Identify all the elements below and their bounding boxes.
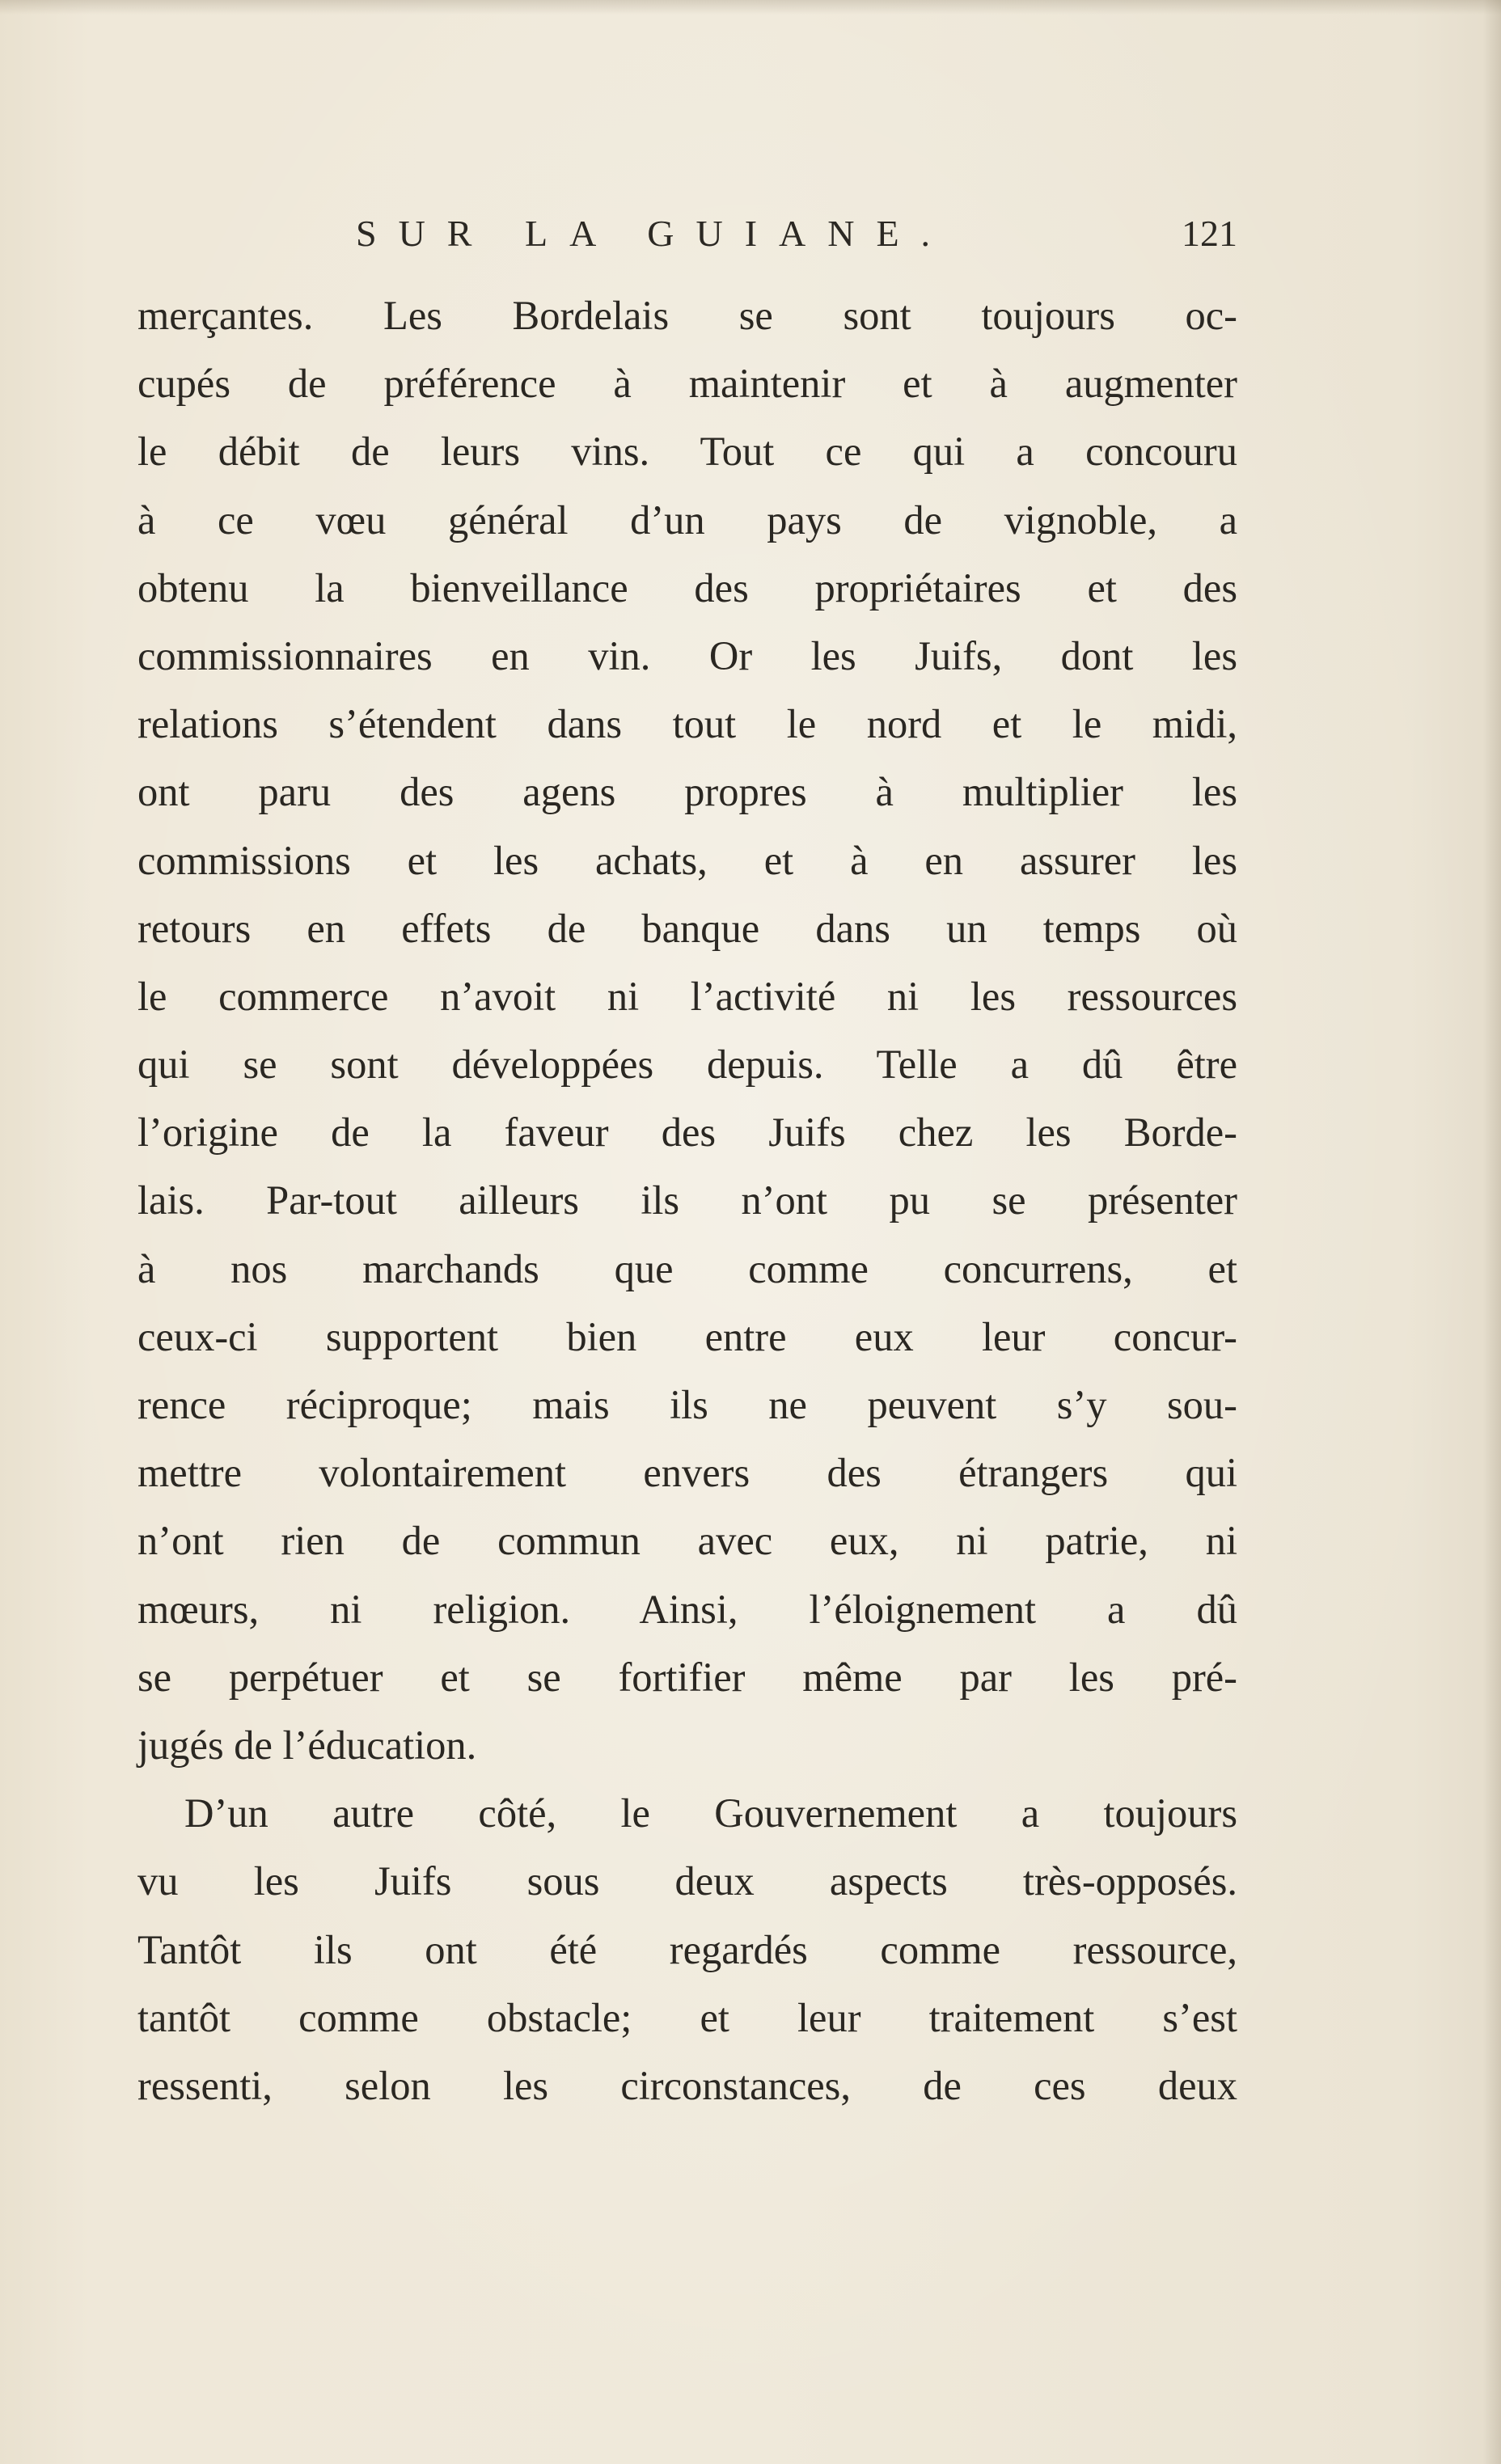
text-line: le commerce n’avoit ni l’activité ni les ressources <box>137 973 1237 1019</box>
body-text <box>137 281 1237 2120</box>
running-head: SUR LA GUIANE. <box>356 213 953 254</box>
page-top-shadow <box>0 0 1501 15</box>
text-line: obtenu la bienveillance des propriétaires et des <box>137 564 1237 611</box>
text-line: ont paru des agens propres à multiplier les <box>137 769 1237 815</box>
text-line: merçantes. Les Bordelais se sont toujours oc- <box>137 293 1237 338</box>
text-line: qui se sont développées depuis. Telle a dû être <box>137 1042 1237 1088</box>
text-line: relations s’étendent dans tout le nord et le midi, <box>137 701 1237 747</box>
text-line: D’un autre côté, le Gouvernement a toujours <box>184 1790 1237 1836</box>
text-line: l’origine de la faveur des Juifs chez les Borde- <box>137 1109 1237 1156</box>
text-line: commissionnaires en vin. Or les Juifs, dont les <box>137 632 1237 678</box>
text-line: vu les Juifs sous deux aspects très-opposés. <box>137 1858 1237 1904</box>
text-line: mœurs, ni religion. Ainsi, l’éloignement a dû <box>137 1586 1237 1632</box>
text-line: jugés de l’éducation. <box>137 1722 477 1768</box>
text-line: tantôt comme obstacle; et leur traitement s’est <box>137 1994 1237 2040</box>
text-line: retours en effets de banque dans un temps où <box>137 905 1237 951</box>
text-line: cupés de préférence à maintenir et à augmenter <box>137 361 1237 407</box>
text-line: commissions et les achats, et à en assurer les <box>137 837 1237 883</box>
text-line: mettre volontairement envers des étrangers qui <box>137 1450 1237 1496</box>
text-line: ressenti, selon les circonstances, de ces deux <box>137 2062 1237 2108</box>
page-header <box>137 205 1237 262</box>
page-edge-shadow <box>1483 0 1501 2464</box>
text-line: lais. Par-tout ailleurs ils n’ont pu se présenter <box>137 1177 1237 1224</box>
text-line: à ce vœu général d’un pays de vignoble, a <box>137 497 1237 543</box>
text-line: Tantôt ils ont été regardés comme ressource, <box>137 1926 1237 1972</box>
page-number: 121 <box>1182 213 1237 254</box>
text-line: rence réciproque; mais ils ne peuvent s’y sou- <box>137 1382 1237 1427</box>
text-line: ceux-ci supportent bien entre eux leur concur- <box>137 1313 1237 1359</box>
text-line: le débit de leurs vins. Tout ce qui a concouru <box>137 429 1237 475</box>
text-line: se perpétuer et se fortifier même par les pré- <box>137 1654 1237 1700</box>
text-line: à nos marchands que comme concurrens, et <box>137 1245 1237 1291</box>
text-line: n’ont rien de commun avec eux, ni patrie, ni <box>137 1518 1237 1564</box>
